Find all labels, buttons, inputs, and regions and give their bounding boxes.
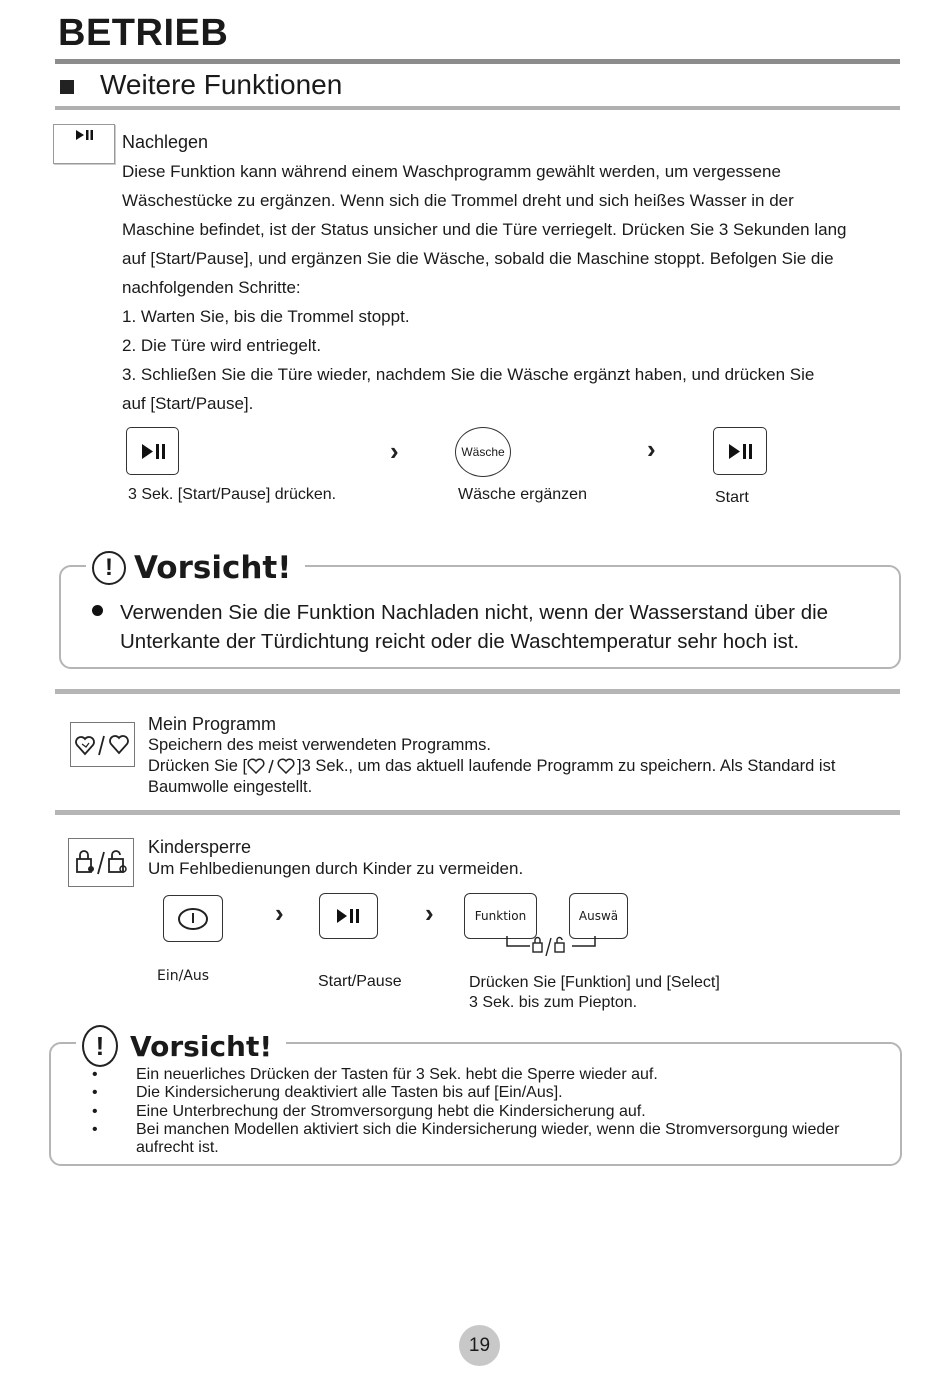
- list-item: • Bei manchen Modellen aktiviert sich die Kindersicherung wieder, wenn die Stromversorgung wieder: [92, 1120, 840, 1138]
- warning-icon: !: [82, 1025, 118, 1067]
- chevron-right-icon: ›: [425, 898, 434, 928]
- play-pause-icon: [329, 906, 369, 926]
- function-key-label: Funktion: [474, 909, 527, 923]
- caution-header: [76, 1024, 286, 1068]
- play-pause-icon: [54, 125, 114, 163]
- caution-line: Verwenden Sie die Funktion Nachladen nicht, wenn der Wasserstand über die: [120, 601, 829, 624]
- chevron-right-icon: ›: [390, 436, 399, 466]
- chevron-right-icon: ›: [647, 434, 656, 464]
- section-bullet-icon: [60, 80, 74, 94]
- start-pause-key: [319, 893, 378, 939]
- caution-title: Vorsicht!: [130, 1029, 273, 1063]
- my-program-text: [148, 735, 835, 798]
- start-pause-key: [713, 427, 767, 475]
- play-pause-icon: [127, 428, 178, 474]
- combo-caption-line: Drücken Sie [Funktion] und [Select]: [469, 974, 720, 991]
- reload-line: Diese Funktion kann während einem Waschprogramm gewählt werden, um vergessene: [122, 162, 781, 181]
- play-pause-icon-box: [53, 124, 115, 164]
- reload-text: [122, 157, 912, 418]
- page-number: 19: [468, 1334, 491, 1356]
- caution-header: [86, 548, 305, 588]
- reload-line: 1. Warten Sie, bis die Trommel stoppt.: [122, 307, 410, 326]
- reload-line: Maschine befindet, ist der Status unsicher und die Türe verriegelt. Drücken Sie 3 Sekunden lang: [122, 220, 847, 239]
- reload-line: auf [Start/Pause].: [122, 394, 254, 413]
- combo-caption-line: 3 Sek. bis zum Piepton.: [469, 994, 638, 1011]
- divider: [55, 810, 900, 815]
- child-lock-title: Kindersperre: [148, 837, 252, 857]
- my-program-line: Speichern des meist verwendeten Programms.: [148, 736, 491, 754]
- power-key: [163, 895, 223, 942]
- warning-icon: !: [92, 551, 126, 585]
- step-caption: Start/Pause: [318, 973, 402, 990]
- reload-line: Wäschestücke zu ergänzen. Wenn sich die Trommel dreht und sich heißes Wasser in der: [122, 191, 794, 210]
- title-rule: [55, 59, 900, 64]
- step-caption: Start: [715, 489, 749, 506]
- step-caption: Wäsche ergänzen: [458, 486, 587, 503]
- my-program-title: Mein Programm: [148, 714, 277, 734]
- page-title: BETRIEB: [58, 12, 229, 54]
- child-lock-icon: [71, 847, 131, 879]
- heart-icon: [73, 730, 133, 760]
- laundry-circle: [455, 427, 511, 477]
- laundry-circle-label: Wäsche: [461, 445, 505, 459]
- list-item: • Eine Unterbrechung der Stromversorgung hebt die Kindersicherung auf.: [92, 1102, 646, 1120]
- function-key: [464, 893, 537, 939]
- list-item: aufrecht ist.: [136, 1139, 219, 1157]
- child-lock-bracket: [500, 936, 602, 962]
- reload-line: 3. Schließen Sie die Türe wieder, nachdem Sie die Wäsche ergänzt haben, und drücken Sie: [122, 365, 815, 384]
- reload-title: Nachlegen: [122, 132, 209, 152]
- step-caption: Ein/Aus: [157, 968, 210, 984]
- play-pause-icon: [714, 428, 766, 474]
- caution-text: [120, 598, 828, 656]
- combo-caption: [469, 973, 720, 1013]
- reload-line: auf [Start/Pause], und ergänzen Sie die Wäsche, sobald die Maschine stoppt. Befolgen Sie die: [122, 249, 834, 268]
- list-item: • Ein neuerliches Drücken der Tasten für 3 Sek. hebt die Sperre wieder auf.: [92, 1066, 658, 1083]
- caution-list: [92, 1066, 887, 1157]
- caution-line: Unterkante der Türdichtung reicht oder die Waschtemperatur sehr hoch ist.: [120, 630, 800, 653]
- section-rule: [55, 106, 900, 110]
- my-program-line: Baumwolle eingestellt.: [148, 778, 313, 796]
- start-pause-key: [126, 427, 179, 475]
- child-lock-icon-box: [68, 838, 134, 887]
- select-key-label: Auswä: [578, 909, 619, 923]
- my-program-line: Drücken Sie [ ]3 Sek., um das aktuell laufende Programm zu speichern. Als Standard ist: [148, 757, 836, 775]
- list-item: • Die Kindersicherung deaktiviert alle Tasten bis auf [Ein/Aus].: [92, 1084, 563, 1102]
- section-title: Weitere Funktionen: [100, 69, 343, 100]
- select-key: [569, 893, 628, 939]
- step-caption: 3 Sek. [Start/Pause] drücken.: [128, 486, 337, 503]
- reload-line: 2. Die Türe wird entriegelt.: [122, 336, 322, 355]
- chevron-right-icon: ›: [275, 898, 284, 928]
- my-program-icon-box: [70, 722, 135, 767]
- caution-title: Vorsicht!: [134, 550, 292, 586]
- reload-line: nachfolgenden Schritte:: [122, 278, 301, 297]
- page-number-badge: [459, 1325, 500, 1366]
- divider: [55, 689, 900, 694]
- bullet-icon: [92, 605, 103, 616]
- heart-icon: [247, 758, 297, 774]
- power-icon: [176, 907, 210, 931]
- child-lock-text: Um Fehlbedienungen durch Kinder zu vermeiden.: [148, 859, 524, 878]
